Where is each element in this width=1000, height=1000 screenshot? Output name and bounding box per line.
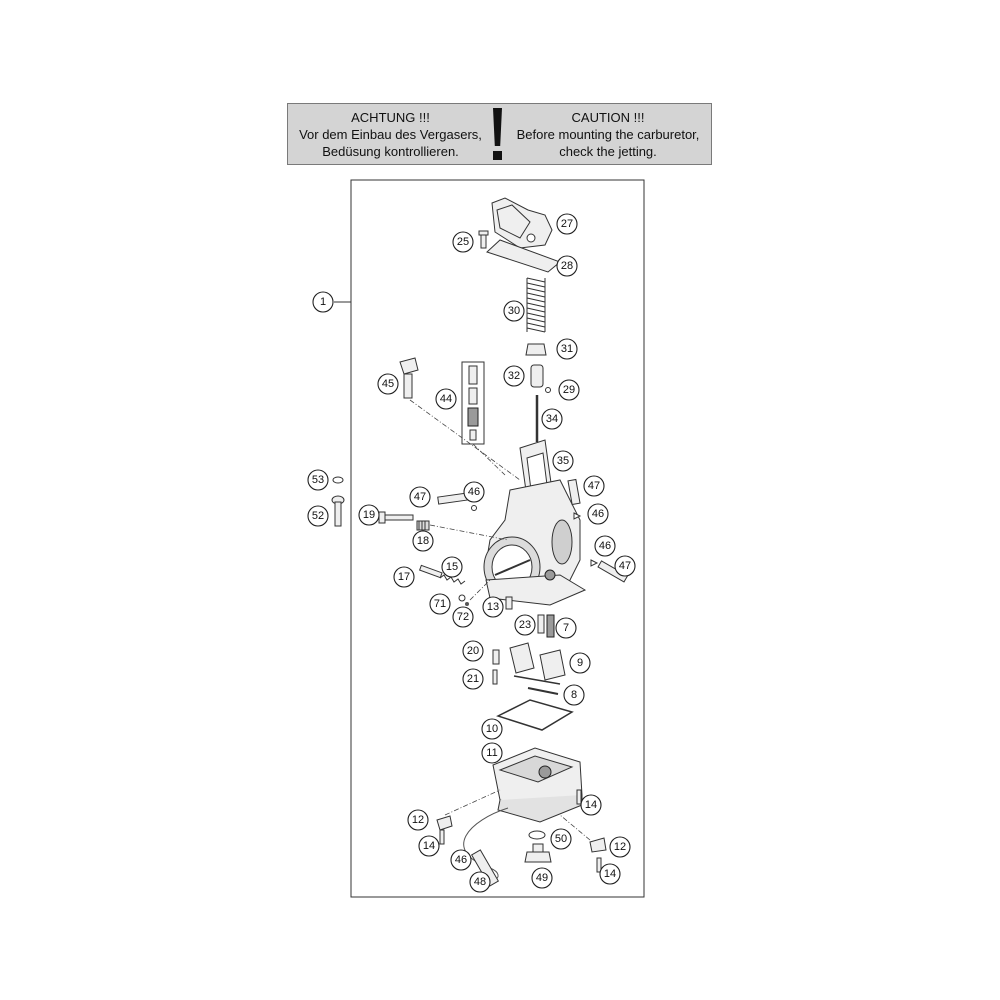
svg-text:28: 28 bbox=[560, 260, 574, 272]
svg-text:29: 29 bbox=[562, 384, 576, 396]
callout-12a bbox=[408, 810, 428, 830]
callout-72 bbox=[453, 607, 473, 627]
washer-72-part bbox=[465, 602, 469, 606]
svg-text:20: 20 bbox=[466, 645, 480, 657]
svg-text:53: 53 bbox=[311, 474, 325, 486]
svg-text:14: 14 bbox=[584, 799, 598, 811]
callout-17 bbox=[394, 567, 414, 587]
callout-31 bbox=[557, 339, 577, 359]
callout-49 bbox=[532, 868, 552, 888]
idle-screw-19-part bbox=[379, 512, 413, 523]
svg-text:8: 8 bbox=[570, 689, 578, 701]
callout-30 bbox=[504, 301, 524, 321]
screw-52-part bbox=[332, 496, 344, 526]
air-screw-45-part bbox=[400, 358, 418, 398]
svg-text:47: 47 bbox=[413, 491, 427, 503]
callout-46a bbox=[464, 482, 484, 502]
svg-text:12: 12 bbox=[411, 814, 425, 826]
warning-german-title: ACHTUNG !!! bbox=[351, 110, 430, 125]
svg-text:9: 9 bbox=[576, 657, 584, 669]
callout-53 bbox=[308, 470, 328, 490]
callout-7 bbox=[556, 618, 576, 638]
callout-14a bbox=[581, 795, 601, 815]
svg-text:46: 46 bbox=[591, 508, 605, 520]
callout-46b bbox=[588, 504, 608, 524]
callout-34 bbox=[542, 409, 562, 429]
callout-19 bbox=[359, 505, 379, 525]
warning-english-line1: Before mounting the carburetor, bbox=[516, 127, 700, 142]
jet-13-part bbox=[506, 597, 512, 609]
callout-20 bbox=[463, 641, 483, 661]
svg-text:44: 44 bbox=[439, 393, 453, 405]
callout-18 bbox=[413, 531, 433, 551]
clip-29-part bbox=[546, 388, 551, 393]
svg-text:46: 46 bbox=[454, 854, 468, 866]
screw-14a-part bbox=[577, 790, 581, 804]
svg-text:45: 45 bbox=[381, 378, 395, 390]
svg-text:13: 13 bbox=[486, 601, 500, 613]
svg-text:19: 19 bbox=[362, 509, 376, 521]
svg-text:47: 47 bbox=[618, 560, 632, 572]
svg-text:34: 34 bbox=[545, 413, 559, 425]
svg-text:71: 71 bbox=[433, 598, 447, 610]
callout-44 bbox=[436, 389, 456, 409]
svg-text:52: 52 bbox=[311, 510, 325, 522]
callout-27 bbox=[557, 214, 577, 234]
callout-11 bbox=[482, 743, 502, 763]
hot-start-plunger-17-part bbox=[420, 565, 442, 577]
svg-text:12: 12 bbox=[613, 841, 627, 853]
svg-text:17: 17 bbox=[397, 571, 411, 583]
svg-text:21: 21 bbox=[466, 673, 480, 685]
callout-8 bbox=[564, 685, 584, 705]
float-bowl-11-part bbox=[493, 748, 582, 822]
callout-47a bbox=[410, 487, 430, 507]
callout-32 bbox=[504, 366, 524, 386]
carburetor-body-part bbox=[484, 480, 585, 605]
hose-clip-46a bbox=[472, 506, 477, 511]
callout-50 bbox=[551, 829, 571, 849]
main-jet-7-part bbox=[547, 615, 554, 637]
lead-line-44 bbox=[473, 444, 505, 475]
lead-line-12a bbox=[445, 790, 500, 815]
callout-47b bbox=[584, 476, 604, 496]
callout-14b bbox=[419, 836, 439, 856]
warning-german-line2: Bedüsung kontrollieren. bbox=[322, 144, 459, 159]
svg-text:30: 30 bbox=[507, 305, 521, 317]
callout-52 bbox=[308, 506, 328, 526]
drain-plug-49-part bbox=[525, 844, 551, 862]
svg-text:35: 35 bbox=[556, 455, 570, 467]
needle-clip-holder-31-part bbox=[526, 344, 546, 355]
svg-text:31: 31 bbox=[560, 343, 574, 355]
seal-71-part bbox=[459, 595, 465, 601]
screw-25-part bbox=[479, 231, 488, 248]
callout-71 bbox=[430, 594, 450, 614]
svg-text:46: 46 bbox=[598, 540, 612, 552]
float-9-part bbox=[510, 643, 565, 684]
svg-text:15: 15 bbox=[445, 561, 459, 573]
screw-21-part bbox=[493, 670, 497, 684]
svg-text:11: 11 bbox=[486, 747, 498, 759]
svg-text:47: 47 bbox=[587, 480, 601, 492]
spring-18-part bbox=[417, 521, 429, 530]
callout-45 bbox=[378, 374, 398, 394]
float-bowl-gasket-10-part bbox=[498, 700, 572, 730]
warning-german-line1: Vor dem Einbau des Vergasers, bbox=[299, 127, 482, 142]
o-ring-50-part bbox=[529, 831, 545, 839]
warning-english-title: CAUTION !!! bbox=[571, 110, 645, 125]
svg-text:27: 27 bbox=[560, 218, 574, 230]
jet-23-part bbox=[538, 615, 544, 633]
callout-1 bbox=[313, 292, 333, 312]
callout-13 bbox=[483, 597, 503, 617]
svg-text:14: 14 bbox=[422, 840, 436, 852]
bracket-12b-part bbox=[590, 838, 606, 852]
callout-9 bbox=[570, 653, 590, 673]
callout-46d bbox=[451, 850, 471, 870]
jet-kit-44-part bbox=[462, 362, 484, 444]
callout-21 bbox=[463, 669, 483, 689]
svg-text:72: 72 bbox=[456, 611, 470, 623]
callout-35 bbox=[553, 451, 573, 471]
callout-12b bbox=[610, 837, 630, 857]
callout-28 bbox=[557, 256, 577, 276]
callout-25 bbox=[453, 232, 473, 252]
svg-text:1: 1 bbox=[319, 296, 327, 308]
o-ring-53-part bbox=[333, 477, 343, 483]
screw-14b-part bbox=[440, 830, 444, 844]
svg-text:46: 46 bbox=[467, 486, 481, 498]
svg-text:32: 32 bbox=[507, 370, 521, 382]
svg-text:48: 48 bbox=[473, 876, 487, 888]
callout-14c bbox=[600, 864, 620, 884]
svg-text:14: 14 bbox=[603, 868, 617, 880]
bracket-12a-part bbox=[437, 816, 452, 830]
svg-text:49: 49 bbox=[535, 872, 549, 884]
svg-text:25: 25 bbox=[456, 236, 470, 248]
float-pin-20-part bbox=[493, 650, 499, 664]
callout-46c bbox=[595, 536, 615, 556]
svg-text:23: 23 bbox=[518, 619, 532, 631]
svg-text:10: 10 bbox=[485, 723, 499, 735]
callout-47c bbox=[615, 556, 635, 576]
callout-10 bbox=[482, 719, 502, 739]
svg-text:50: 50 bbox=[554, 833, 568, 845]
callout-15 bbox=[442, 557, 462, 577]
callout-29 bbox=[559, 380, 579, 400]
hose-clip-46c bbox=[591, 560, 597, 566]
warning-english-line2: check the jetting. bbox=[559, 144, 657, 159]
callout-48 bbox=[470, 872, 490, 892]
float-needle-8-part bbox=[528, 688, 558, 694]
spring-30-part bbox=[527, 278, 545, 332]
retainer-32-part bbox=[531, 365, 543, 387]
svg-text:18: 18 bbox=[416, 535, 430, 547]
svg-text:7: 7 bbox=[562, 622, 570, 634]
callout-23 bbox=[515, 615, 535, 635]
lead-line-72 bbox=[470, 580, 490, 600]
